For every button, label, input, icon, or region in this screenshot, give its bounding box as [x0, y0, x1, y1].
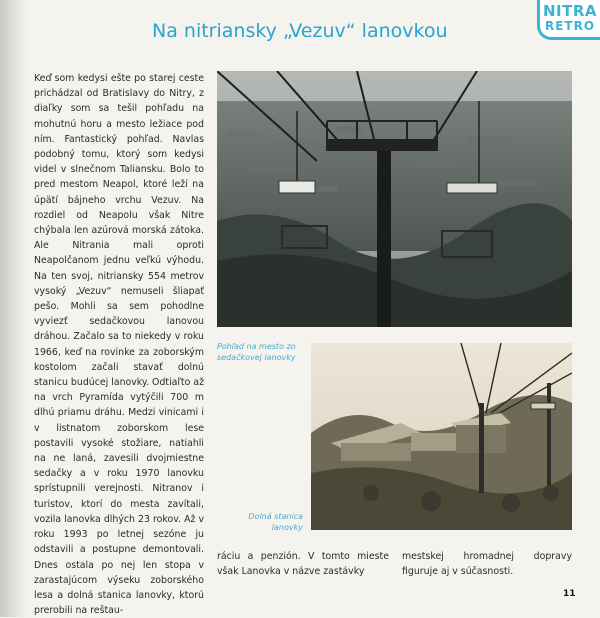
magazine-brand-badge [537, 0, 600, 40]
article-column-2: ráciu a penzión. V tomto mieste však Lanovka v názve zastávky [217, 551, 389, 578]
photo-caption-lower-station: Dolná stanica lanovky [248, 512, 303, 532]
chairlift-city-view-photo [217, 71, 572, 327]
article-title: Na nitriansky „Vezuv“ lanovkou [152, 20, 448, 42]
page-gutter-shadow [0, 0, 28, 617]
brand-line-1: NITRA [542, 2, 598, 20]
article-column-3: mestskej hromadnej dopravy figuruje aj v súčasnosti. [402, 551, 572, 578]
photo-caption-city-view: Pohľad na mesto zo sedačkovej lanovky [217, 342, 296, 362]
brand-line-2: RETRO [544, 19, 596, 33]
page-number: 11 [563, 589, 576, 599]
article-column-1: Keď som kedysi ešte po starej ceste prichádzal od Bratislavy do Nitry, z diaľky som sa tešil pohľadu na mohutnú horu a mesto ležiace pod ním. Fantastický pohľad. Navlas podobný tomu, ktorý som kedysi videl v slnečnom Taliansku. Bolo to pred mestom Neapol, ktoré leží na úpätí bájneho vrchu Vezuv. Na rozdiel od Neapolu však Nitre chýbala len azúrová morská zátoka. Ale Nitrania mali oproti Neapolčanom jednu veľkú výhodu. Na ten svoj, nitriansky 554 metrov vysoký „Vezuv“ nemuseli šliapať pešo. Mohli sa sem pohodlne vyviezť sedačkovou lanovou dráhou. Začalo sa to niekedy v roku 1966, keď na rovinke za zoborským kostolom začali stavať dolnú stanicu budúcej lanovky. Odtiaľto až na vrch Pyramída vytýčili 700 m dlhú priamu dráhu. Medzi vinicami i v listnatom zoborskom lese postavili vysoké stožiare, natiahli na ne laná, zavesili dvojmiestne sedačky a v roku 1970 lanovku sprístupnili verejnosti. Nitranov i turistov, ktorí do mesta zavítali, vozila lanovka dlhých 23 rokov. Až v roku 1993 po letnej sezóne ju odstavili a postupne demontovali. Dnes ostala po nej len stopa v zarastajúcom výseku zoborského lesa a dolná stanica lanovky, ktorú prerobili na reštau- [34, 73, 204, 617]
lower-station-photo [311, 343, 572, 530]
